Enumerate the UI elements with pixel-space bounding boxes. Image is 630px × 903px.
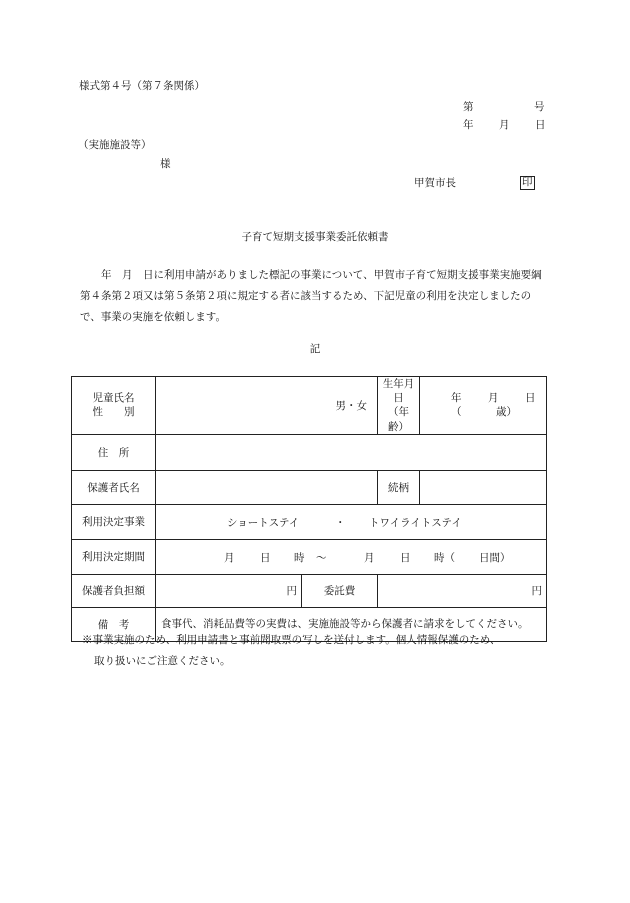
child-name-label: 児童氏名 <box>92 392 135 405</box>
period-time-1: 時 <box>294 551 305 564</box>
burden-yen-unit: 円 <box>286 585 297 598</box>
table-row-child <box>72 377 547 435</box>
date-day: 日 <box>535 119 546 131</box>
date-year: 年 <box>463 119 474 131</box>
birth-day-unit: 日 <box>525 392 536 405</box>
burden-label: 保護者負担額 <box>72 574 156 607</box>
form-number: 様式第４号（第７条関係） <box>79 80 205 92</box>
period-value-cell[interactable] <box>156 539 547 574</box>
sender-name: 甲賀市長 <box>414 177 456 189</box>
guardian-label: 保護者氏名 <box>72 470 156 504</box>
period-label: 利用決定期間 <box>72 539 156 574</box>
period-days: 日間） <box>479 551 511 564</box>
address-value[interactable] <box>156 434 547 470</box>
age-unit: 歳） <box>496 406 517 419</box>
birth-label: 生年月日 <box>382 378 415 405</box>
table-row-fees <box>72 574 547 607</box>
service-options-cell[interactable] <box>156 504 547 539</box>
burden-value[interactable] <box>156 574 302 607</box>
table-row-period <box>72 539 547 574</box>
service-short-stay[interactable]: ショートステイ <box>227 516 300 529</box>
relation-label: 続柄 <box>378 470 420 504</box>
gender-options[interactable]: 男・女 <box>335 399 367 412</box>
period-time-2: 時（ <box>434 551 455 564</box>
remarks-label: 備 考 <box>72 607 156 641</box>
service-twilight-stay[interactable]: トワイライトステイ <box>369 516 462 529</box>
age-label: （年齢） <box>388 406 409 433</box>
guardian-value[interactable] <box>156 470 378 504</box>
table-row-address <box>72 434 547 470</box>
period-month-1: 月 <box>224 551 235 564</box>
date-month: 月 <box>499 119 510 131</box>
relation-value[interactable] <box>420 470 547 504</box>
footnote <box>82 630 552 672</box>
birth-year-unit: 年 <box>451 392 462 405</box>
recipient-honorific: 様 <box>160 158 171 170</box>
table-row-guardian <box>72 470 547 504</box>
child-name-value[interactable] <box>156 377 378 435</box>
document-title: 子育て短期支援事業委託依頼書 <box>241 231 389 243</box>
ki-marker: 記 <box>309 343 321 355</box>
child-header-cell <box>72 377 156 435</box>
fee-label: 委託費 <box>302 574 378 607</box>
service-label: 利用決定事業 <box>72 504 156 539</box>
document-number-suffix: 号 <box>534 101 545 113</box>
body-paragraph: 年 月 日に利用申請がありました標記の事業について、甲賀市子育て短期支援事業実施要綱第４条第２項又は第５条第２項に規定する者に該当するため、下記児童の利用を決定しましたので、事業の実施を依頼します。 <box>80 269 542 323</box>
recipient-label: （実施施設等） <box>78 139 152 151</box>
remarks-text: 食事代、消耗品費等の実費は、実施施設等から保護者に請求をしてください。 <box>156 607 547 641</box>
birth-value-cell[interactable] <box>420 377 547 435</box>
address-label: 住 所 <box>72 434 156 470</box>
period-month-2: 月 <box>364 551 375 564</box>
fee-yen-unit: 円 <box>531 585 542 598</box>
service-separator: ・ <box>335 516 346 529</box>
document-number-prefix: 第 <box>463 101 474 113</box>
age-open-paren: （ <box>451 406 462 419</box>
seal-stamp <box>520 176 535 190</box>
fee-value[interactable] <box>378 574 547 607</box>
birth-header-cell <box>378 377 420 435</box>
period-tilde: ～ <box>316 551 327 564</box>
details-table <box>71 376 547 642</box>
footnote-line-1: ※事業実施のため、利用申請書と事前聞取票の写しを送付します。個人情報保護のため、 <box>82 634 501 646</box>
table-row-service <box>72 504 547 539</box>
birth-month-unit: 月 <box>488 392 499 405</box>
seal-label: 印 <box>522 176 533 188</box>
footnote-line-2: 取り扱いにご注意ください。 <box>94 655 231 667</box>
period-day-1: 日 <box>260 551 271 564</box>
gender-label: 性 別 <box>92 406 135 419</box>
period-day-2: 日 <box>400 551 411 564</box>
